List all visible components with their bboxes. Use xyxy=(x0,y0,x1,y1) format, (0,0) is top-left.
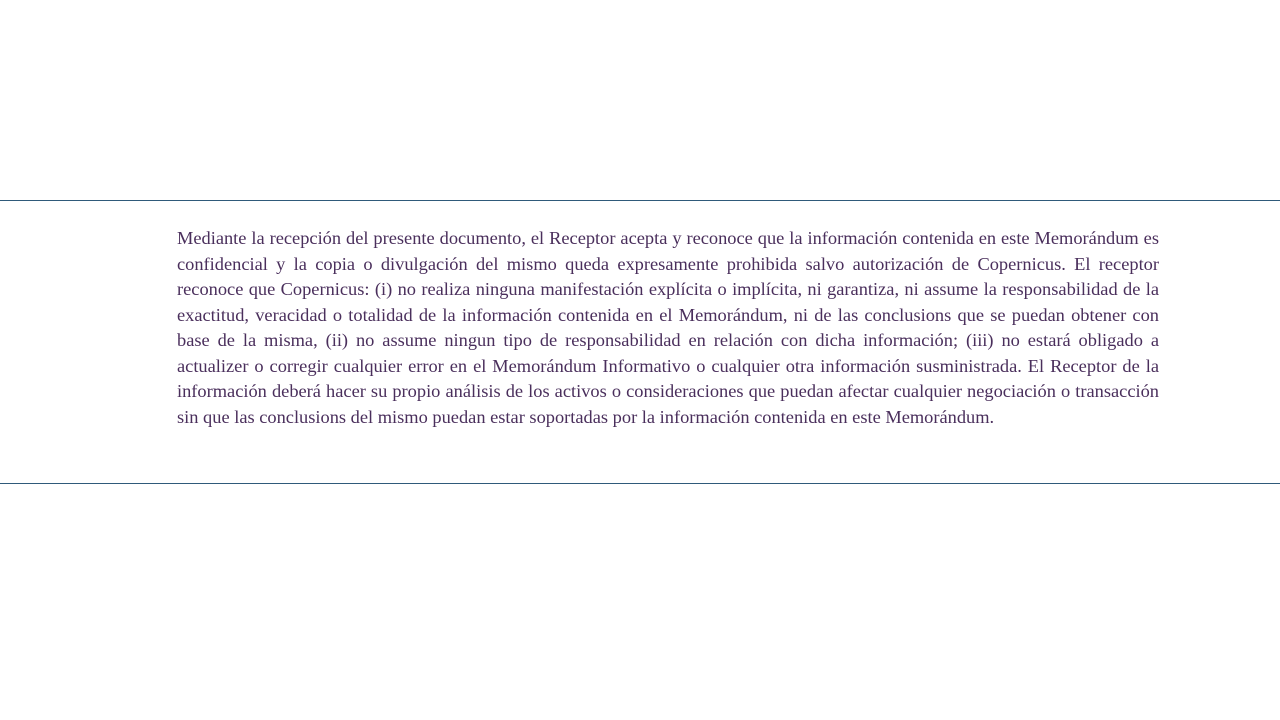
confidentiality-disclaimer: Mediante la recepción del presente documento, el Receptor acepta y reconoce que la información contenida en este Memorándum es confidencial y la copia o divulgación del mismo queda expresamente prohibida salvo autorización de Copernicus. El receptor reconoce que Copernicus: (i) no realiza ninguna manifestación explícita o implícita, ni garantiza, ni assume la responsabilidad de la exactitud, veracidad o totalidad de la información contenida en el Memorándum, ni de las conclusions que se puedan obtener con base de la misma, (ii) no assume ningun tipo de responsabilidad en relación con dicha información; (iii) no estará obligado a actualizer o corregir cualquier error en el Memorándum Informativo o cualquier otra información susministrada. El Receptor de la información deberá hacer su propio análisis de los activos o consideraciones que puedan afectar cualquier negociación o transacción sin que las conclusions del mismo puedan estar soportadas por la información contenida en este Memorándum. xyxy=(177,228,1159,427)
top-divider xyxy=(0,200,1280,201)
bottom-divider xyxy=(0,483,1280,484)
